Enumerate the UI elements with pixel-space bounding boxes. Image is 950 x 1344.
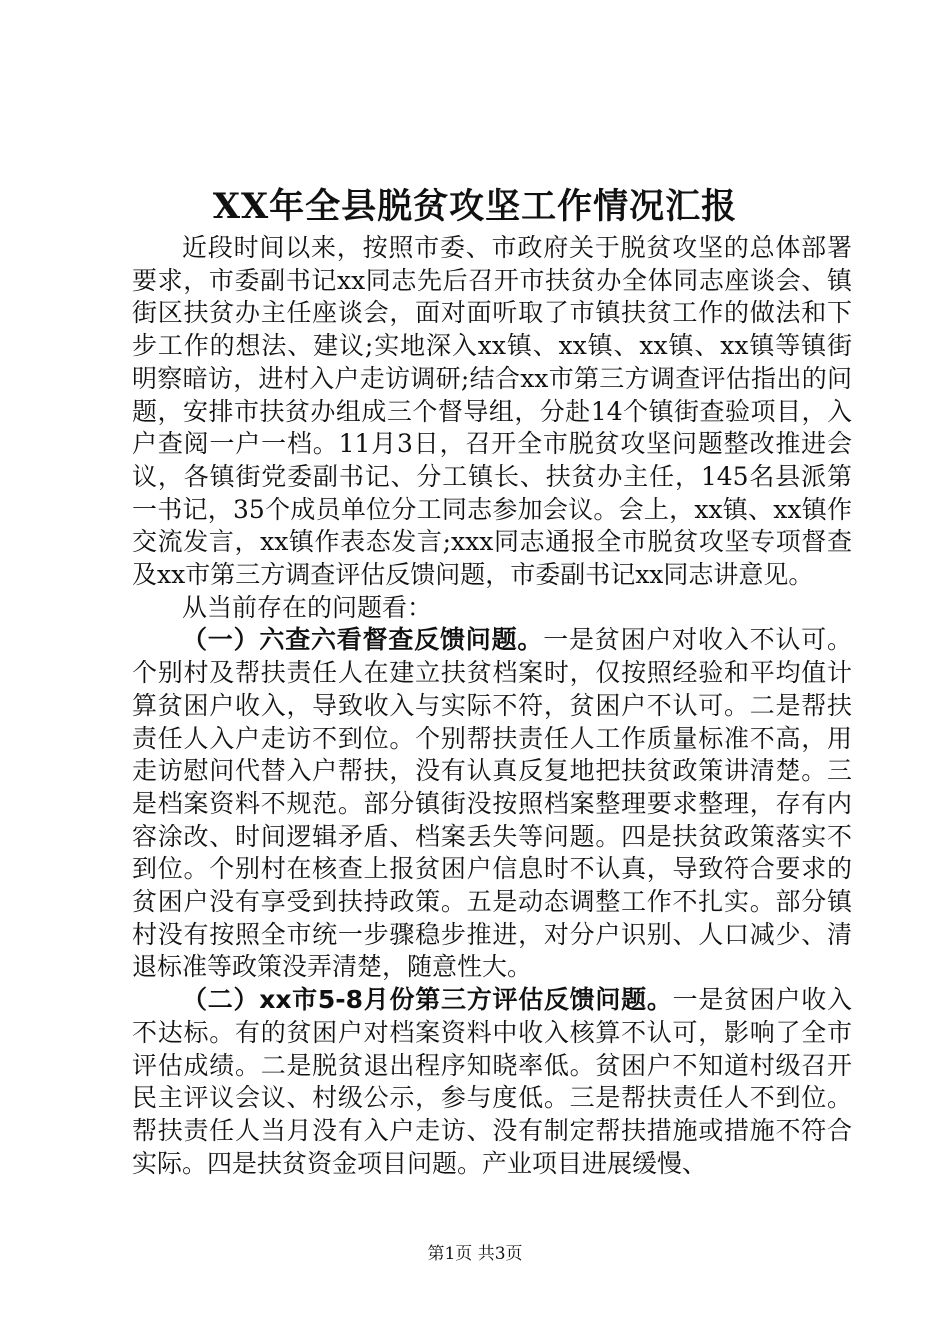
document-title: XX年全县脱贫攻坚工作情况汇报 (212, 186, 738, 227)
paragraph-intro (132, 232, 852, 592)
paragraph-section-2 (132, 984, 852, 1180)
section-1-text: 一是贫困户对收入不认可。个别村及帮扶责任人在建立扶贫档案时，仅按照经验和平均值计算贫困户收入，导致收入与实际不符，贫困户不认可。二是帮扶责任人入户走访不到位。个别帮扶责任人工作质量标准不高，用走访慰问代替入户帮扶，没有认真反复地把扶贫政策讲清楚。三是档案资料不规范。部分镇街没按照档案整理要求整理，存有内容涂改、时间逻辑矛盾、档案丢失等问题。四是扶贫政策落实不到位。个别村在核查上报贫困户信息时不认真，导致符合要求的贫困户没有享受到扶持政策。五是动态调整工作不扎实。部分镇村没有按照全市统一步骤稳步推进，对分户识别、人口减少、清退标准等政策没弄清楚，随意性大。 (132, 625, 852, 982)
paragraph-intro-text: 近段时间以来，按照市委、市政府关于脱贫攻坚的总体部署要求，市委副书记xx同志先后召开市扶贫办全体同志座谈会、镇街区扶贫办主任座谈会，面对面听取了市镇扶贫工作的做法和下步工作的想法、建议;实地深入xx镇、xx镇、xx镇、xx镇等镇街明察暗访，进村入户走访调研;结合xx市第三方调查评估指出的问题，安排市扶贫办组成三个督导组，分赴14个镇街查验项目，入户查阅一户一档。11月3日，召开全市脱贫攻坚问题整改推进会议，各镇街党委副书记、分工镇长、扶贫办主任，145名县派第一书记，35个成员单位分工同志参加会议。会上，xx镇、xx镇作交流发言，xx镇作表态发言;xxx同志通报全市脱贫攻坚专项督查及xx市第三方调查评估反馈问题，市委副书记xx同志讲意见。 (132, 233, 852, 590)
paragraph-problems-lead-text: 从当前存在的问题看： (182, 592, 433, 622)
section-1-heading: （一）六查六看督查反馈问题。 (182, 625, 544, 655)
paragraph-problems-lead (132, 592, 852, 625)
section-2-text: 一是贫困户收入不达标。有的贫困户对档案资料中收入核算不认可，影响了全市评估成绩。二是脱贫退出程序知晓率低。贫困户不知道村级召开民主评议会议、村级公示，参与度低。三是帮扶责任人不到位。帮扶责任人当月没有入户走访、没有制定帮扶措施或措施不符合实际。四是扶贫资金项目问题。产业项目进展缓慢、 (132, 985, 852, 1178)
page-indicator: 第1页 共3页 (427, 1244, 523, 1264)
paragraph-section-1 (132, 624, 852, 984)
document-body (132, 232, 852, 1180)
section-2-heading: （二）xx市5-8月份第三方评估反馈问题。 (182, 985, 673, 1015)
